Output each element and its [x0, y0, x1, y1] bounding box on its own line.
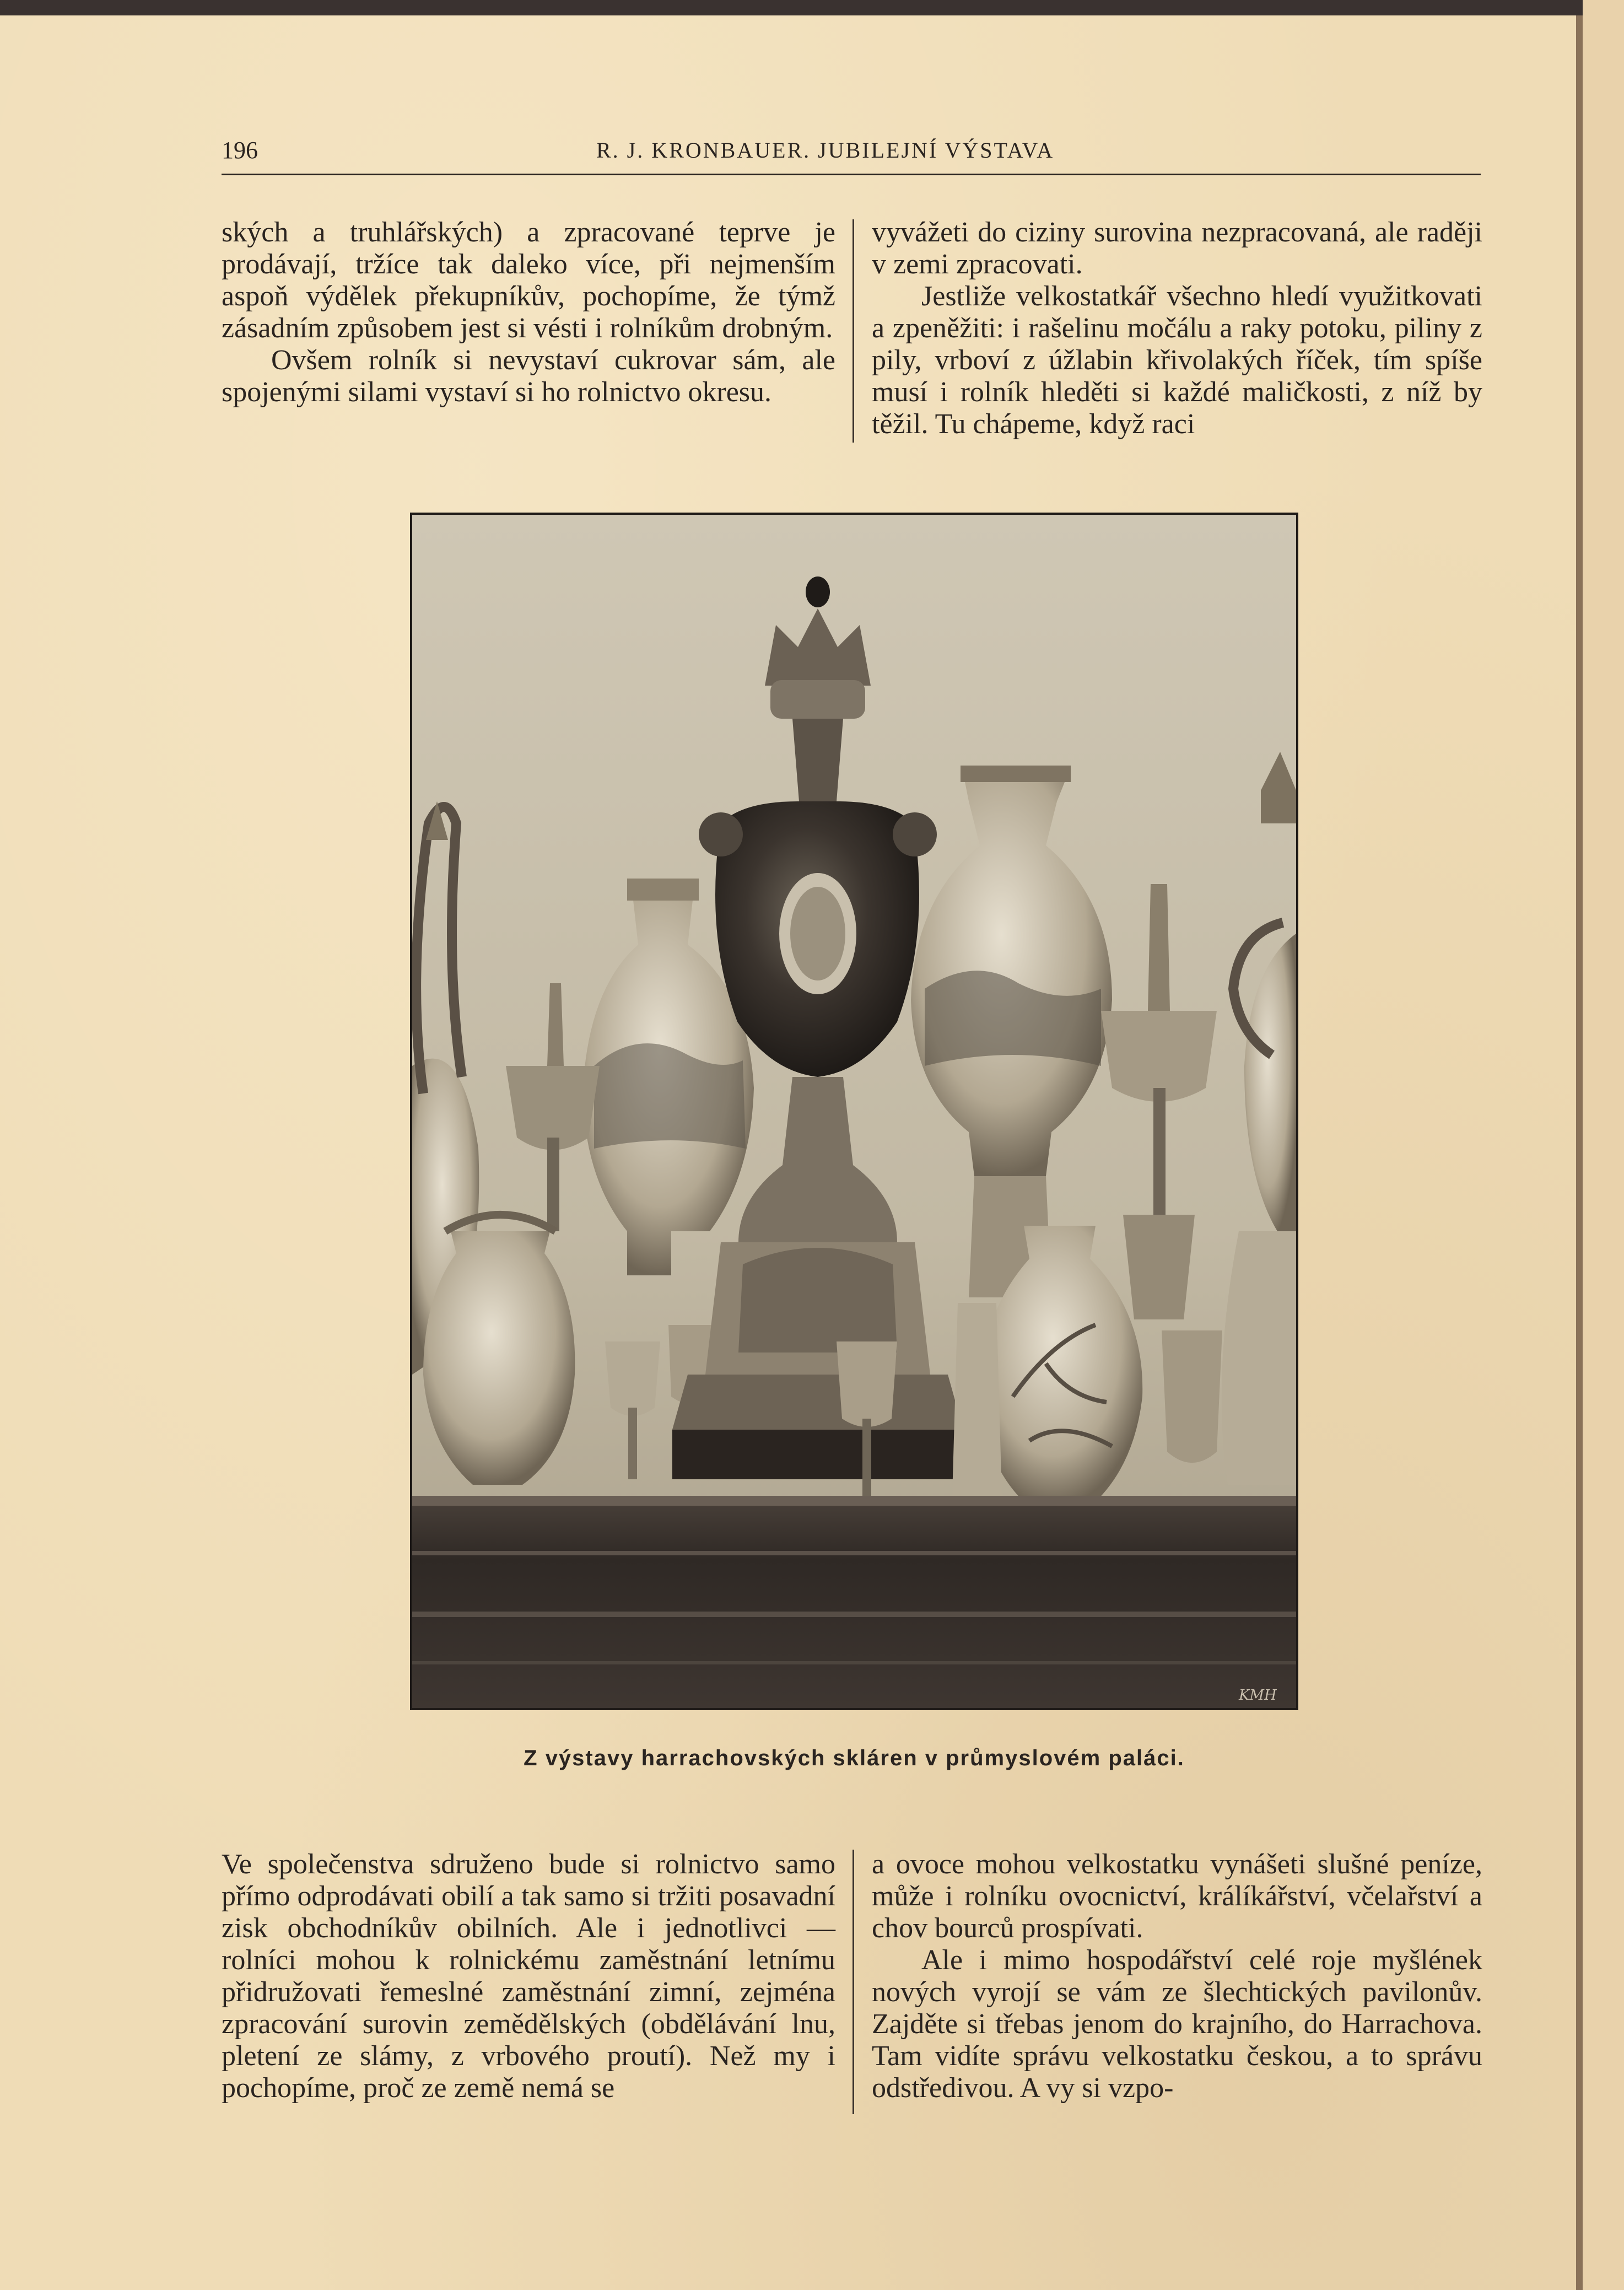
paragraph: a ovoce mohou velkostatku vynášeti slušné peníze, může i rolníku ovocnictví, králíkářství, včelařství a chov bourců prospívati.: [872, 1849, 1482, 1944]
column-divider: [853, 219, 854, 443]
top-right-column: [872, 217, 1482, 440]
glass-vases-photo: [412, 515, 1296, 1708]
paragraph: Ve společenstva sdruženo bude si rolnictvo samo přímo odprodávati obilí a tak samo si tržiti posavadní zisk obchodníkův obilních. Ale i jednotlivci — rolníci mohou k rolnickému zaměstnání letnímu přidružovati řemeslné zaměstnání zimní, zejména zpracování surovin zemědělských (obdělávání lnu, pletení ze slámy, z vrbového proutí). Než my i pochopíme, proč ze země nemá se: [222, 1849, 835, 2104]
photo-signature: KMH: [1239, 1687, 1277, 1704]
paragraph: Ovšem rolník si nevystaví cukrovar sám, ale spojenými silami vystaví si ho rolnictvo okresu.: [222, 344, 835, 408]
bottom-right-column: [872, 1849, 1482, 2104]
running-head: R. J. KRONBAUER. JUBILEJNÍ VÝSTAVA: [596, 138, 1055, 163]
paragraph: Ale i mimo hospodářství celé roje myšlének nových vyrojí se vám ze šlechtických pavilonův. Zajděte si třebas jenom do krajního, do Harrachova. Tam vidíte správu velkostatku českou, a to správu odstředivou. A vy si vzpo-: [872, 1944, 1482, 2104]
page-number: 196: [222, 137, 258, 164]
photograph: [410, 513, 1298, 1710]
paragraph: vyvážeti do ciziny surovina nezpracovaná, ale raději v zemi zpracovati.: [872, 217, 1482, 280]
top-left-column: [222, 217, 835, 408]
figure-caption: Z výstavy harrachovských skláren v průmyslovém paláci.: [524, 1746, 1185, 1770]
page-header: [222, 135, 1481, 175]
paragraph: ských a truhlářských) a zpracované teprve je prodávají, tržíce tak daleko více, při nejmenším aspoň výdělek překupníkův, pochopíme, že týmž zásadním způsobem jest si vésti i rolníkům drobným.: [222, 217, 835, 344]
bottom-left-column: [222, 1849, 835, 2104]
page-edge-shadow: [1576, 15, 1583, 2290]
next-page-strip: [1583, 0, 1624, 2290]
column-divider: [853, 1850, 854, 2114]
paragraph: Jestliže velkostatkář všechno hledí využitkovati a zpeněžiti: i rašelinu močálu a raky potoku, piliny z pily, vrboví z úžlabin křivolakých říček, tím spíše musí i rolník hleděti si každé maličkosti, z níž by těžil. Tu chápeme, když raci: [872, 281, 1482, 440]
